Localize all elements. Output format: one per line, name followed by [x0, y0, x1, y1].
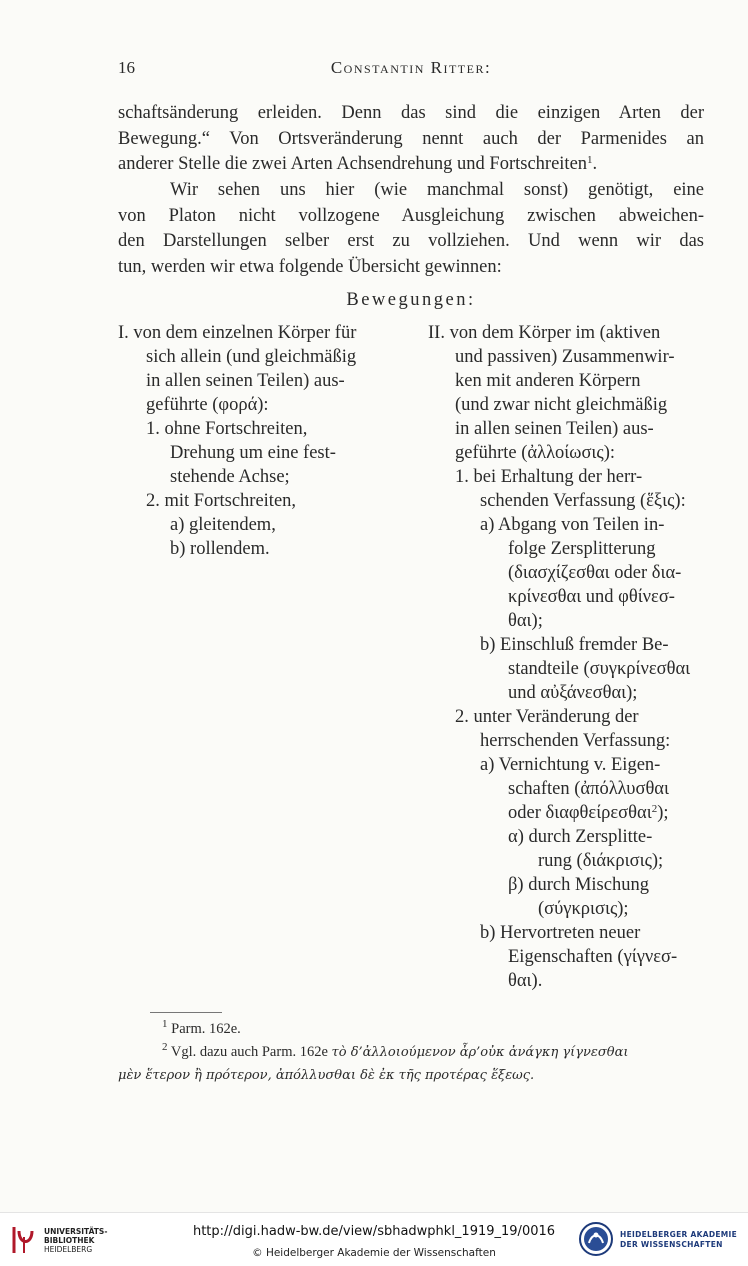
outline-item: folge Zersplitterung — [508, 539, 656, 559]
paragraph-2 — [118, 178, 704, 280]
outline-item: in allen seinen Teilen) aus- — [146, 371, 345, 391]
footnote-number: 2 — [162, 1041, 168, 1053]
outline-item: geführte (φορά): — [146, 395, 269, 415]
academy-name: HEIDELBERGER AKADEMIE DER WISSENSCHAFTEN — [620, 1230, 738, 1249]
footnote-2: $^2$ Vgl. dazu auch Parm. 162e τὸ δ’ἀλλοιούμενον ἆρ’οὐκ ἀνάγκη γίγνεσθαι — [162, 1041, 629, 1060]
footnote-marker: 2 — [651, 803, 658, 815]
outline-item: stehende Achse; — [170, 467, 290, 487]
page-header — [118, 58, 704, 84]
academy-seal-logo-icon[interactable] — [578, 1221, 614, 1257]
outline-item: schaften (ἀπόλλυσθαι — [508, 779, 669, 799]
outline-item: Drehung um eine fest- — [170, 443, 336, 463]
text-line: Wir sehen uns hier (wie manchmal sonst) genötigt, eine — [170, 180, 704, 200]
text-line: tun, werden wir etwa folgende Übersicht gewinnen: — [118, 256, 502, 277]
outline-item: a) gleitendem, — [170, 515, 276, 535]
paragraph-1 — [118, 101, 704, 178]
text-line: anderer Stelle die zwei Arten Achsendrehung und Fortschreiten$^1$. — [118, 154, 598, 174]
outline-item: κρίνεσθαι und φθίνεσ- — [508, 587, 675, 607]
outline-item: 1. bei Erhaltung der herr- — [455, 467, 643, 487]
viewer-footer — [0, 1212, 748, 1266]
text-line: Bewegung.“ Von Ortsveränderung nennt auch der Parmenides an — [118, 128, 704, 149]
outline-item: 2. unter Veränderung der — [455, 707, 639, 727]
outline-item: b) Einschluß fremder Be- — [480, 635, 669, 655]
outline-item: sich allein (und gleichmäßig — [146, 347, 357, 367]
copyright-notice: © Heidelberger Akademie der Wissenschaften — [252, 1247, 496, 1259]
outline-item: geführte (ἀλλοίωσις): — [455, 443, 616, 463]
outline-item: a) Vernichtung v. Eigen- — [480, 755, 661, 775]
outline-item: oder διαφθείρεσθαι$^2$); — [508, 803, 669, 823]
footnote-2-continuation: μὲν ἕτερον ἢ πρότερον, ἀπόλλυσθαι δὲ ἐκ τῆς προτέρας ἕξεως. — [118, 1068, 535, 1083]
outline-item: β) durch Mischung — [508, 875, 649, 895]
footnote-1: $^1$ Parm. 162e. — [162, 1018, 241, 1037]
footnote-divider — [150, 1012, 222, 1013]
text-line: schaftsänderung erleiden. Denn das sind die einzigen Arten der — [118, 103, 704, 123]
outline-item: schenden Verfassung (ἕξις): — [480, 491, 686, 511]
page-number: 16 — [118, 58, 135, 77]
outline-item: a) Abgang von Teilen in- — [480, 515, 665, 535]
text-line: den Darstellungen selber erst zu vollziehen. Und wenn wir das — [118, 231, 704, 251]
university-library-name: UNIVERSITÄTS- BIBLIOTHEK HEIDELBERG — [44, 1227, 108, 1254]
outline-item: rung (διάκρισις); — [538, 851, 664, 871]
outline-item: I. von dem einzelnen Körper für — [118, 323, 357, 343]
outline-item: ken mit anderen Körpern — [455, 371, 641, 391]
section-heading: Bewegungen: — [346, 290, 476, 310]
outline-item: (διασχίζεσθαι oder δια- — [508, 563, 682, 583]
outline-item: b) Hervortreten neuer — [480, 923, 641, 943]
outline-item: (und zwar nicht gleichmäßig — [455, 395, 668, 415]
outline-item: b) rollendem. — [170, 539, 270, 559]
outline-item: θαι); — [508, 611, 543, 631]
outline-item: standteile (συγκρίνεσθαι — [508, 659, 691, 679]
permalink-url[interactable]: http://digi.hadw-bw.de/view/sbhadwphkl_1919_19/0016 — [192, 1224, 556, 1239]
outline-item: θαι). — [508, 971, 543, 991]
outline-item: (σύγκρισις); — [538, 899, 629, 919]
outline-item: und αὐξάνεσθαι); — [508, 683, 638, 703]
outline-item: herrschenden Verfassung: — [480, 731, 671, 751]
footnote-number: 1 — [162, 1018, 168, 1030]
outline-item: Eigenschaften (γίγνεσ- — [508, 947, 678, 967]
text-line: von Platon nicht vollzogene Ausgleichung zwischen abweichen- — [118, 205, 704, 226]
outline-item: 1. ohne Fortschreiten, — [146, 419, 308, 439]
outline-item: II. von dem Körper im (aktiven — [428, 323, 661, 343]
outline-item: 2. mit Fortschreiten, — [146, 491, 297, 511]
outline-item: α) durch Zersplitte- — [508, 827, 653, 847]
footnote-marker: 1 — [587, 154, 593, 166]
outline-item: und passiven) Zusammenwir- — [455, 347, 675, 367]
outline-item: in allen seinen Teilen) aus- — [455, 419, 654, 439]
running-title: Constantin Ritter: — [330, 58, 492, 77]
